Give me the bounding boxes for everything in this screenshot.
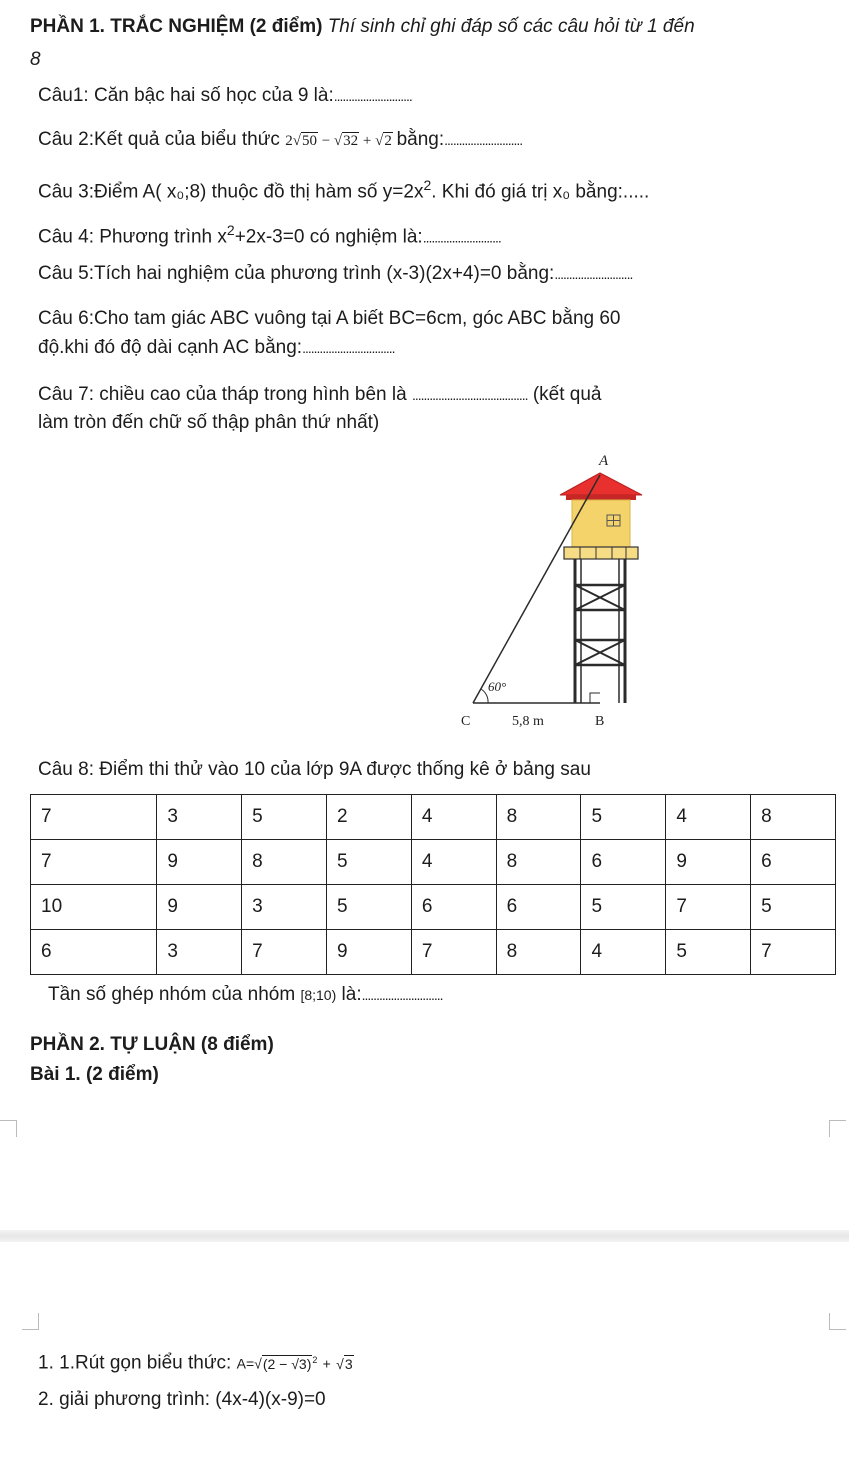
question-2-prefix: Câu 2:Kết quả của biểu thức	[38, 129, 280, 150]
sqrt-symbol: √3	[336, 1355, 353, 1372]
table-cell: 8	[751, 795, 836, 840]
table-row	[31, 930, 836, 975]
question-1	[38, 84, 412, 108]
divider-band	[0, 1230, 849, 1242]
crop-mark	[829, 1313, 846, 1330]
table-cell: 7	[242, 930, 327, 975]
table-cell: 9	[157, 885, 242, 930]
table-cell: 5	[327, 840, 412, 885]
table-cell: 5	[751, 885, 836, 930]
angle-arc	[481, 689, 488, 703]
question-5-prefix: Câu 5:Tích hai nghiệm của phương trình	[38, 263, 382, 284]
question-4	[38, 218, 501, 249]
table-cell: 7	[411, 930, 496, 975]
bai1-heading: Bài 1. (2 điểm)	[30, 1064, 159, 1085]
table-cell: 3	[242, 885, 327, 930]
sqrt-symbol: √32	[333, 133, 359, 149]
table-cell: 6	[31, 930, 157, 975]
angle-label: 60°	[488, 679, 507, 694]
table-cell: 2	[327, 795, 412, 840]
crop-mark	[0, 1120, 17, 1137]
question-5	[38, 262, 632, 286]
table-cell: 8	[242, 840, 327, 885]
question-3-func: y=2x	[382, 181, 424, 203]
exponent: 2	[423, 177, 432, 193]
expr-lhs: A=	[236, 1355, 255, 1372]
table-cell: 8	[496, 930, 581, 975]
item-2-prefix: 2. giải phương trình:	[38, 1389, 211, 1410]
equation-rest: +2x-3=0	[234, 226, 305, 248]
tower-cabin	[572, 500, 630, 548]
table-cell: 6	[751, 840, 836, 885]
part1-heading: PHẦN 1. TRẮC NGHIỆM (2 điểm)	[30, 16, 323, 37]
answer-blank: ............................	[361, 987, 443, 1003]
minus-sign: −	[317, 133, 334, 149]
sqrt-symbol: √2	[375, 133, 392, 149]
table-cell: 3	[157, 930, 242, 975]
crop-mark	[829, 1120, 846, 1137]
part2-heading: PHẦN 2. TỰ LUẬN (8 điểm)	[30, 1034, 274, 1055]
table-cell: 3	[157, 795, 242, 840]
answer-blank: ...........................	[554, 266, 633, 282]
table-cell: 5	[327, 885, 412, 930]
item-2-equation: (4x-4)(x-9)=0	[215, 1389, 326, 1410]
table-cell: 4	[411, 795, 496, 840]
crop-mark	[22, 1313, 39, 1330]
question-2-suffix: bằng:	[396, 129, 445, 150]
question-8-ask-suffix: là:	[341, 984, 362, 1005]
answer-blank: ........................................	[411, 387, 528, 403]
table-cell: 9	[327, 930, 412, 975]
sqrt-symbol: √50	[292, 133, 317, 149]
table-row	[31, 795, 836, 840]
distance-label: 5,8 m	[512, 714, 544, 729]
table-cell: 7	[751, 930, 836, 975]
table-cell: 5	[581, 795, 666, 840]
table-cell: 7	[31, 795, 157, 840]
question-8-ask	[48, 983, 443, 1007]
table-cell: 6	[496, 885, 581, 930]
table-cell: 4	[581, 930, 666, 975]
question-4-suffix: có nghiệm là:	[309, 226, 423, 248]
table-cell: 4	[411, 840, 496, 885]
table-cell: 5	[666, 930, 751, 975]
question-3	[38, 173, 649, 204]
answer-blank: ...........................	[333, 88, 412, 104]
label-c: C	[461, 714, 471, 729]
plus-sign: +	[359, 133, 376, 149]
table-cell: 5	[242, 795, 327, 840]
question-7-text: Câu 7: chiều cao của tháp trong hình bên là	[38, 384, 407, 405]
table-cell: 8	[496, 795, 581, 840]
table-cell: 8	[496, 840, 581, 885]
variable: x	[217, 226, 227, 248]
tower-figure	[450, 445, 670, 735]
plus-sign: +	[322, 1355, 331, 1372]
table-cell: 6	[581, 840, 666, 885]
question-8: Câu 8: Điểm thi thử vào 10 của lớp 9A được thống kê ở bảng sau	[38, 759, 591, 780]
table-cell: 5	[581, 885, 666, 930]
question-6-line1: Câu 6:Cho tam giác ABC vuông tại A biết BC=6cm, góc ABC bằng 60	[38, 308, 621, 329]
radicand: 2	[384, 133, 392, 149]
label-b: B	[595, 714, 605, 729]
question-2	[38, 128, 522, 153]
answer-blank: ...........................	[422, 229, 501, 246]
question-1-text: Câu1: Căn bậc hai số học của 9 là:	[38, 85, 334, 106]
item-1-prefix: 1. 1.Rút gọn biểu thức:	[38, 1352, 232, 1374]
bai1-item-2	[38, 1388, 326, 1412]
question-5-suffix: bằng:	[506, 263, 555, 284]
table-cell: 7	[666, 885, 751, 930]
question-3-text-a: Câu 3:Điểm A( x₀;8) thuộc đồ thị hàm số	[38, 181, 378, 203]
question-5-equation: (x-3)(2x+4)=0	[386, 263, 502, 284]
table-cell: 9	[666, 840, 751, 885]
radicand: 3	[344, 1355, 353, 1372]
table-row	[31, 840, 836, 885]
question-8-ask-prefix: Tần số ghép nhóm của nhóm	[48, 984, 296, 1005]
balcony	[564, 547, 638, 559]
part1-instruction-end: 8	[30, 49, 41, 70]
question-6-text: độ.khi đó độ dài cạnh AC bằng:	[38, 337, 303, 358]
bai1-item-1	[38, 1348, 354, 1376]
exponent: 2	[226, 222, 235, 238]
sqrt-symbol: $√(2 - √3)^2$	[254, 1355, 318, 1372]
question-7-after: (kết quả	[532, 384, 602, 405]
table-cell: 4	[666, 795, 751, 840]
tower-roof	[560, 473, 642, 495]
table-cell: 9	[157, 840, 242, 885]
part1-heading-line	[30, 15, 695, 39]
table-cell: 6	[411, 885, 496, 930]
interval: [8;10)	[300, 987, 337, 1003]
question-7-line1	[38, 383, 601, 407]
radicand: 32	[343, 133, 359, 149]
question-6-line2	[38, 336, 395, 360]
question-4-prefix: Câu 4: Phương trình	[38, 226, 213, 248]
right-angle-mark	[590, 693, 600, 703]
label-a: A	[599, 453, 609, 469]
question-3-text-b: . Khi đó giá trị x₀ bằng:.....	[431, 181, 650, 203]
radicand: 50	[301, 133, 317, 149]
table-cell: 7	[31, 840, 157, 885]
answer-blank: ...........................	[444, 132, 523, 148]
scores-table	[30, 794, 836, 975]
part1-instruction: Thí sinh chỉ ghi đáp số các câu hỏi từ 1 đến	[327, 16, 695, 37]
table-row	[31, 885, 836, 930]
question-7-line2: làm tròn đến chữ số thập phân thứ nhất)	[38, 412, 380, 433]
roof-base	[566, 495, 636, 500]
table-cell: 10	[31, 885, 157, 930]
exponent: 2	[312, 1355, 318, 1365]
coef: 2	[285, 133, 293, 149]
radicand: (2 − √3)	[262, 1355, 312, 1372]
answer-blank: ................................	[302, 340, 395, 356]
question-2-expression	[285, 133, 396, 149]
